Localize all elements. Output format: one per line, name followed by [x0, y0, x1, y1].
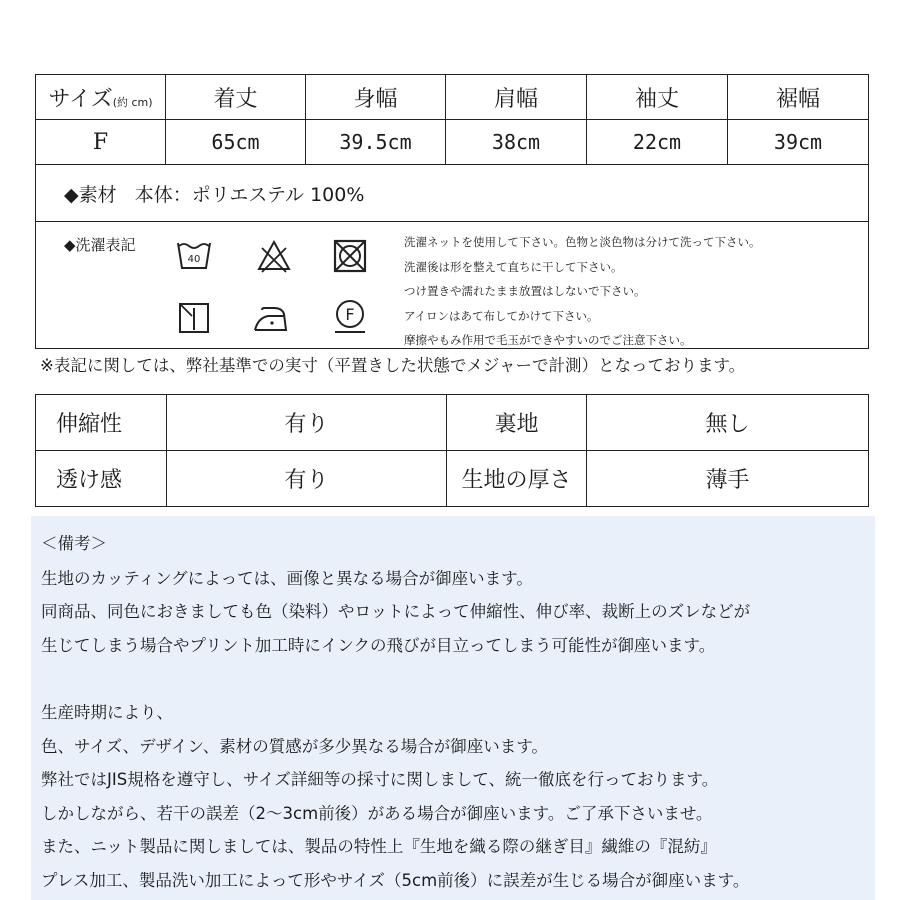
washing-notes [404, 230, 761, 353]
column-header-hem: 裾幅 [728, 75, 869, 120]
washing-cell [36, 222, 869, 349]
remarks-line: 生地のカッティングによっては、画像と異なる場合が御座います。 [41, 569, 533, 588]
properties-row [36, 395, 869, 451]
material-cell [36, 165, 869, 222]
remarks-line: しかしながら、若干の誤差（2～3cm前後）がある場合が御座います。ご了承下さいませ。 [41, 804, 713, 823]
size-name: F [36, 120, 166, 165]
remarks-line: 色、サイズ、デザイン、素材の質感が多少異なる場合が御座います。 [41, 737, 548, 756]
size-header-label: サイズ [48, 86, 113, 112]
sheer-label: 透け感 [36, 451, 167, 507]
thickness-value: 薄手 [587, 451, 869, 507]
no-bleach-icon [256, 238, 292, 274]
remarks-line: 生じてしまう場合やプリント加工時にインクの飛びが目立ってしまう可能性が御座います。 [41, 636, 716, 655]
value-sleeve: 22cm [587, 120, 728, 165]
dry-clean-f-icon [332, 298, 368, 334]
washing-note: 洗濯後は形を整えて直ちに干して下さい。 [404, 259, 623, 274]
remarks-heading: ＜備考＞ [41, 534, 107, 553]
value-length: 65cm [166, 120, 306, 165]
stretch-label: 伸縮性 [36, 395, 167, 451]
column-header-length: 着丈 [166, 75, 306, 120]
measurement-note: ※表記に関しては、弊社基準での実寸（平置きした状態でメジャーで計測）となっております。 [40, 356, 746, 375]
value-shoulder: 38cm [446, 120, 587, 165]
size-header-cell [36, 75, 166, 120]
size-table [35, 74, 869, 349]
thickness-label: 生地の厚さ [447, 451, 587, 507]
properties-table [35, 394, 869, 507]
wash-40-icon [176, 238, 212, 274]
remarks-line: プレス加工、製品洗い加工によって形やサイズ（5cm前後）に誤差が生じる場合が御座います。 [41, 871, 750, 890]
column-header-sleeve: 袖丈 [587, 75, 728, 120]
no-tumble-dry-icon [332, 238, 368, 274]
material-text: 本体：ポリエステル 100% [134, 183, 365, 206]
washing-label: ◆洗濯表記 [64, 236, 136, 254]
washing-note: つけ置きや濡れたまま放置はしないで下さい。 [404, 284, 646, 298]
value-hem: 39cm [728, 120, 869, 165]
value-width: 39.5cm [306, 120, 446, 165]
remarks-line: 同商品、同色におきましても色（染料）やロットによって伸縮性、伸び率、裁断上のズレなどが [41, 602, 751, 621]
dry-clean-text: F [345, 305, 355, 324]
lining-label: 裏地 [447, 395, 587, 451]
size-values-row [36, 120, 869, 165]
remarks-line: また、ニット製品に関しましては、製品の特性上『生地を織る際の継ぎ目』繊維の『混紡』 [41, 837, 717, 856]
column-header-width: 身幅 [306, 75, 446, 120]
wash-temp-text: 40 [187, 254, 201, 265]
remarks-line: 生産時期により、 [41, 703, 173, 722]
washing-note: 摩擦やもみ作用で毛玉ができやすいのでご注意下さい。 [404, 333, 692, 347]
properties-row [36, 451, 869, 507]
remarks-panel [31, 516, 875, 900]
washing-note: アイロンはあて布してかけて下さい。 [404, 308, 599, 323]
washing-row [36, 222, 869, 349]
remarks-line: 弊社ではJIS規格を遵守し、サイズ詳細等の採寸に関しまして、統一徹底を行っております。 [41, 770, 719, 789]
sheer-value: 有り [167, 451, 447, 507]
column-header-shoulder: 肩幅 [446, 75, 587, 120]
iron-low-icon [252, 300, 288, 336]
stretch-value: 有り [167, 395, 447, 451]
material-row [36, 165, 869, 222]
line-dry-shade-icon [176, 300, 212, 336]
size-header-row [36, 75, 869, 120]
material-label: ◆素材 [64, 183, 117, 206]
washing-note: 洗濯ネットを使用して下さい。色物と淡色物は分けて洗って下さい。 [404, 235, 761, 249]
lining-value: 無し [587, 395, 869, 451]
size-unit-label: (約 cm) [112, 95, 153, 109]
